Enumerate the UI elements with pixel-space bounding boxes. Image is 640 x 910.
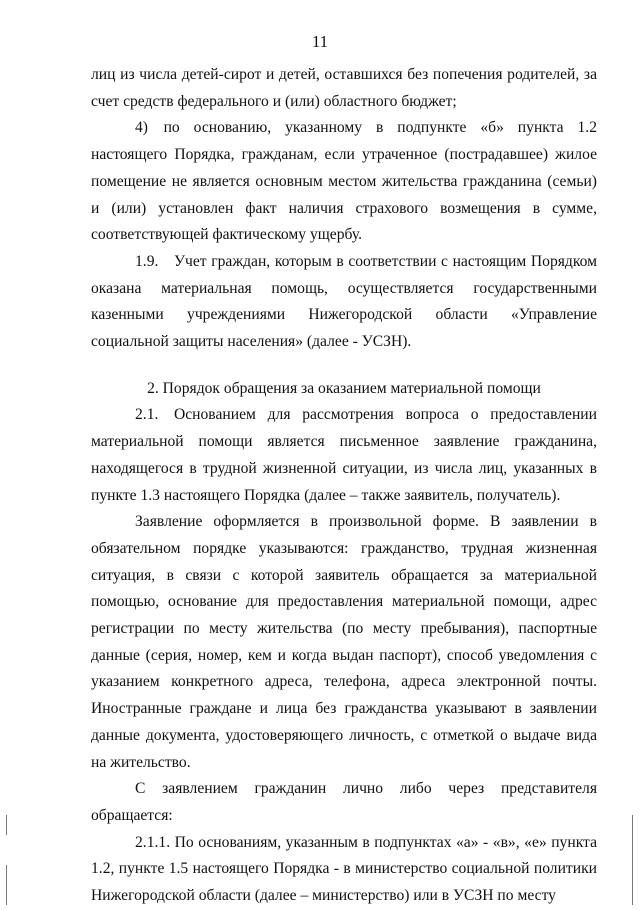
scan-margin-line-right [632, 815, 633, 905]
paragraph-application-submission: С заявлением гражданин лично либо через представителя обращается: [91, 780, 597, 824]
paragraph-2-1: 2.1. Основанием для рассмотрения вопроса о предоставлении материальной помощи является письменное заявление гражданина, находящегося в трудной жизненной ситуации, из числа лиц, указанных в пункте 1.3 настоящего Порядка (далее – также заявитель, получатель). [91, 406, 597, 504]
paragraph-item-4: 4) по основанию, указанному в подпункте «б» пункта 1.2 настоящего Порядка, гражданам, если утраченное (пострадавшее) жилое помещение не является основным местом жительства гражданина (семьи) и (или) установлен факт наличия страхового возмещения в сумме, соответствующей фактическому ущербу. [91, 119, 597, 244]
scan-margin-line-left-lower [6, 865, 7, 905]
paragraph-continuation: лиц из числа детей-сирот и детей, оставшихся без попечения родителей, за счет средств федерального и (или) областного бюджет; [91, 66, 597, 110]
paragraph-1-9: 1.9. Учет граждан, которым в соответствии с настоящим Порядком оказана материальная помощь, осуществляется государственными казенными учреждениями Нижегородской области «Управление социальной защиты населения» (далее - УСЗН). [91, 252, 597, 351]
page-number: 11 [311, 32, 329, 51]
paragraph-application-form: Заявление оформляется в произвольной форме. В заявлении в обязательном порядке указываются: гражданство, трудная жизненная ситуация, в связи с которой заявитель обращается за материальной помощью, основание для предоставления материальной помощи, адрес регистрации по месту жительства (по месту пребывания), паспортные данные (серия, номер, кем и когда выдан паспорт), способ уведомления с указанием конкретного адреса, телефона, адреса электронной почты. Иностранные граждане и лица без гражданства указывают в заявлении данные документа, удостоверяющего личность, с отметкой о выдаче вида на жительство. [91, 513, 597, 771]
section-heading: 2. Порядок обращения за оказанием материальной помощи [147, 379, 541, 397]
scan-margin-line-left [6, 815, 7, 835]
document-body [91, 62, 597, 910]
paragraph-2-1-1: 2.1.1. По основаниям, указанным в подпунктах «а» - «в», «е» пункта 1.2, пункте 1.5 настоящего Порядка - в министерство социальной политики Нижегородской области (далее – министерство) или в УСЗН по месту [91, 833, 597, 905]
